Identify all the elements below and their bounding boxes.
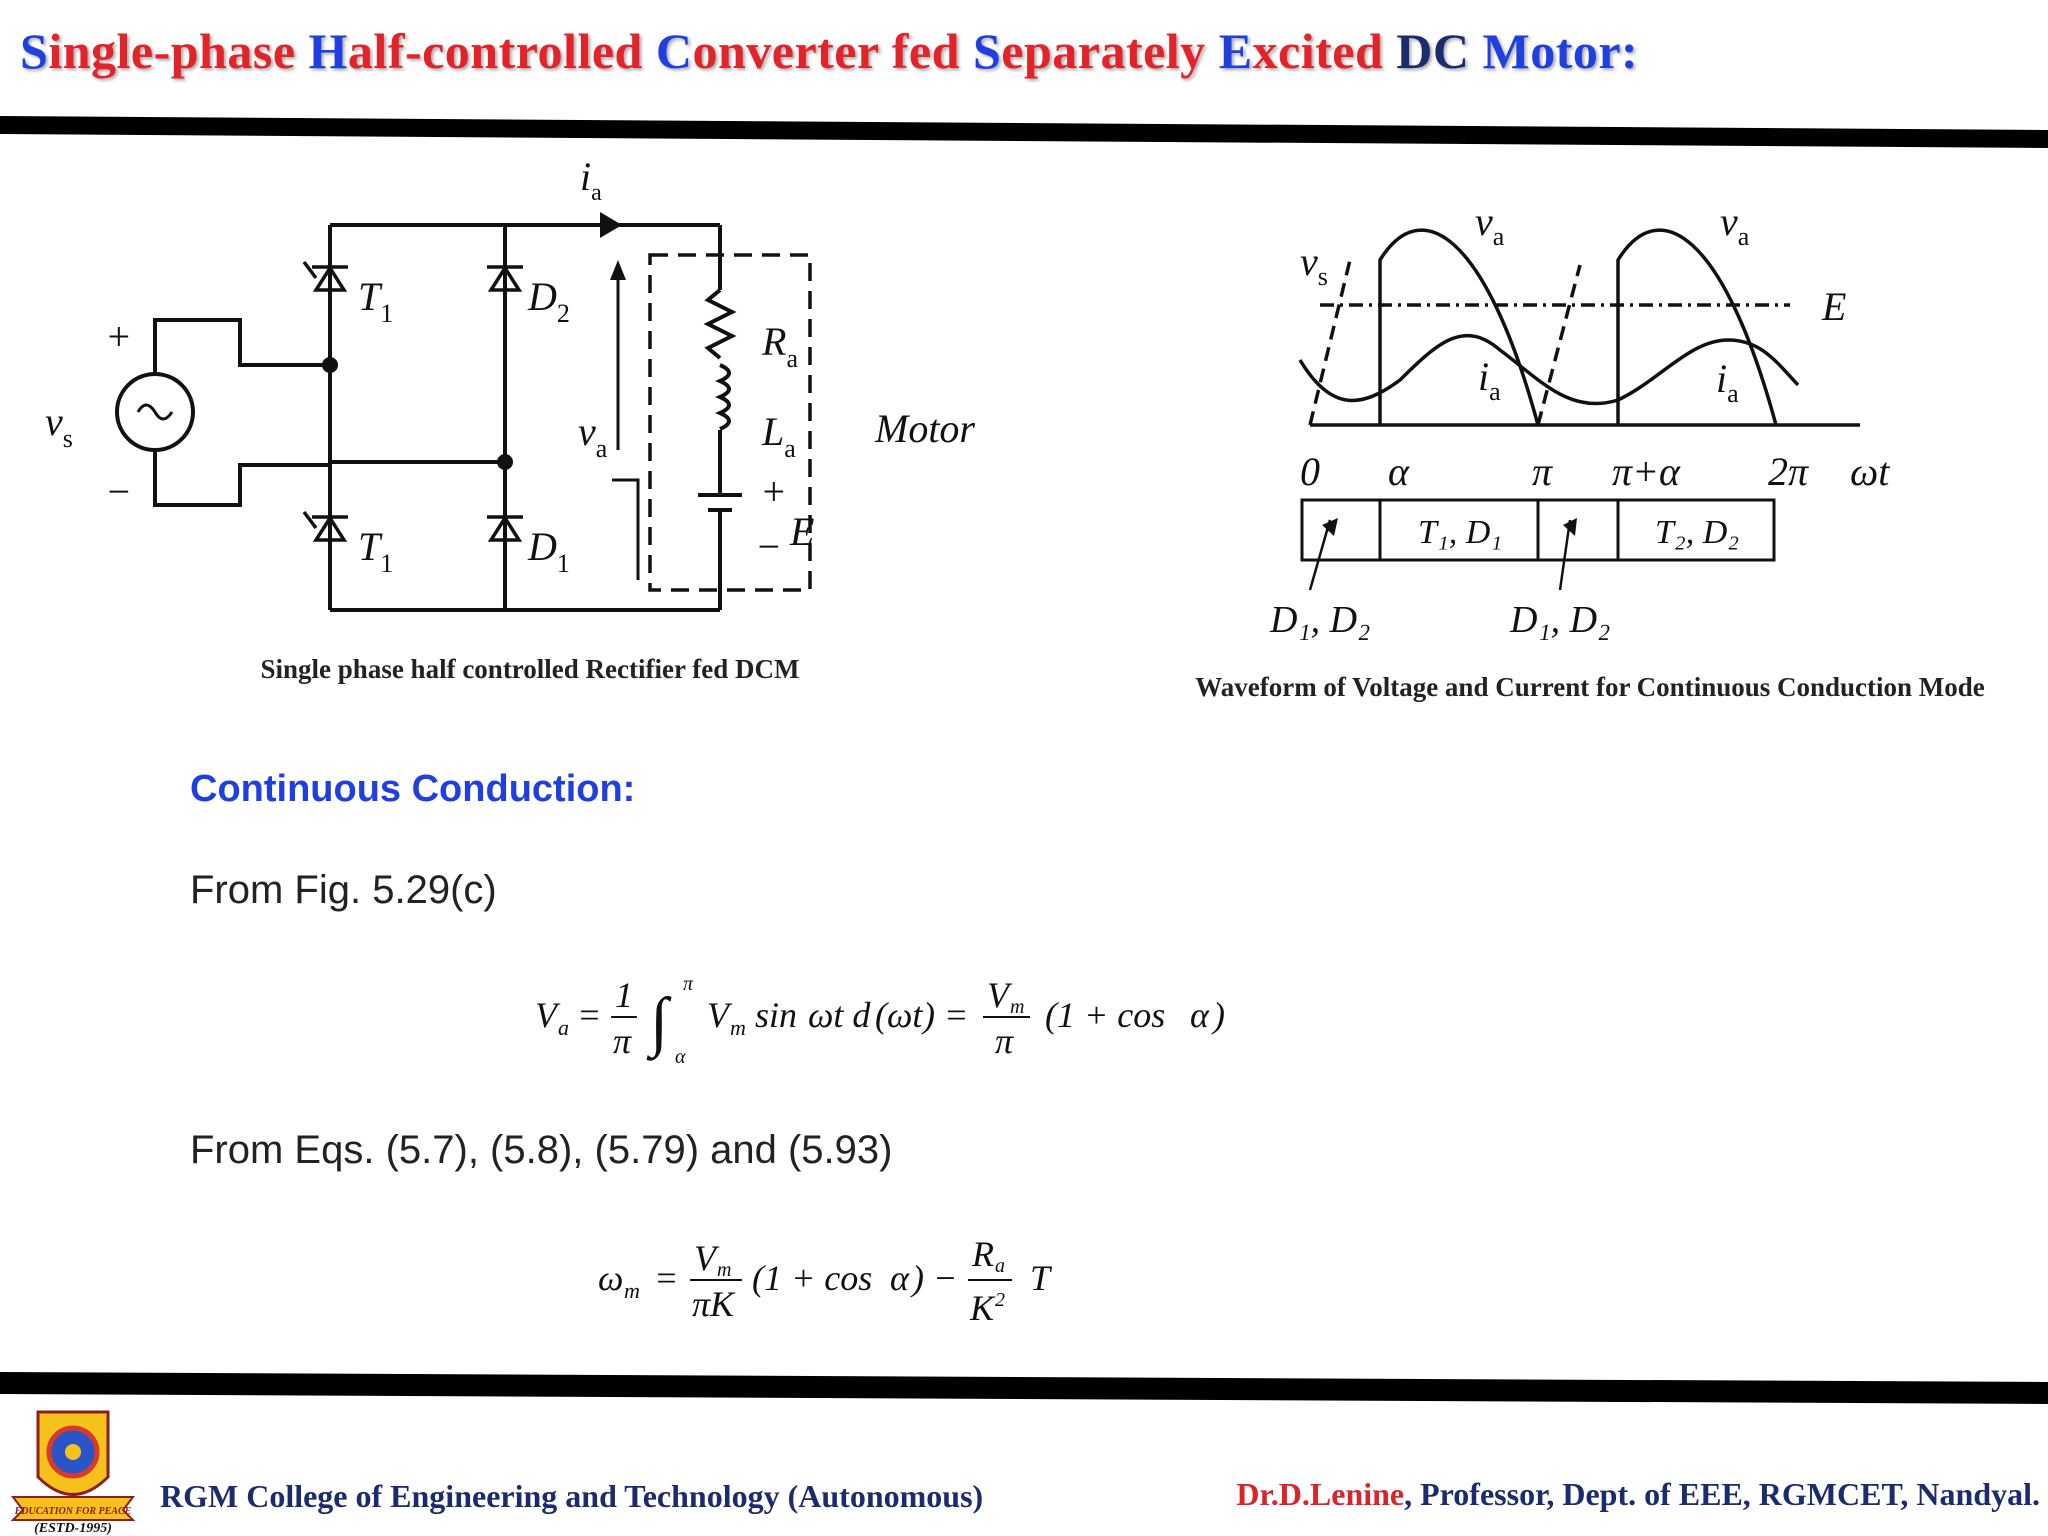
label-E: E [790, 509, 815, 554]
svg-text:K: K [970, 1288, 995, 1328]
title-part: onverter fed [692, 23, 973, 79]
title-part: xcited [1252, 23, 1397, 79]
title-part: otor: [1530, 23, 1639, 79]
top-divider [0, 110, 2048, 150]
svg-text:=: = [577, 995, 602, 1035]
svg-text:V: V [694, 1238, 716, 1278]
svg-text:(1 + cos: (1 + cos [1045, 995, 1166, 1035]
svg-text:π: π [683, 973, 694, 995]
title-part: H [308, 23, 348, 79]
svg-text:m: m [1010, 996, 1025, 1018]
svg-text:πK: πK [692, 1284, 735, 1324]
label-Ra: $R_a$ [762, 319, 798, 373]
waveform-caption: Waveform of Voltage and Current for Continuous Conduction Mode [1195, 672, 1985, 702]
svg-text:2: 2 [995, 1289, 1005, 1311]
from-eqs-text: From Eqs. (5.7), (5.8), (5.79) and (5.93) [190, 1128, 893, 1172]
tick-0: 0 [1300, 449, 1320, 494]
label-D1: $D_1$ [528, 524, 570, 578]
tick-2pi: 2π [1768, 449, 1809, 494]
svg-text:α: α [890, 1258, 909, 1298]
svg-text:1: 1 [615, 975, 633, 1015]
bottom-divider [0, 1368, 2048, 1408]
svg-text:α: α [675, 1046, 686, 1068]
label-va: $v_a$ [578, 409, 608, 463]
author-name: Dr.D.Lenine [1236, 1476, 1405, 1512]
svg-text:m: m [624, 1278, 640, 1303]
wf-label-ia1: $i_a$ [1478, 354, 1501, 406]
svg-text:EDUCATION FOR PEACE: EDUCATION FOR PEACE [14, 1506, 132, 1517]
svg-text:): ) [1213, 995, 1225, 1035]
svg-text:α: α [1190, 995, 1209, 1035]
svg-text:m: m [730, 1015, 746, 1040]
circuit-caption: Single phase half controlled Rectifier fed DCM [260, 654, 800, 684]
circuit-diagram [45, 150, 1050, 620]
title-part: C [655, 23, 693, 79]
label-minus-E: − [755, 524, 782, 569]
section-heading: Continuous Conduction: [190, 768, 636, 810]
equation-wm [590, 1230, 1090, 1340]
svg-text:ω: ω [598, 1258, 624, 1298]
svg-text:V: V [707, 995, 729, 1035]
svg-text:(: ( [875, 995, 887, 1035]
label-D2: $D_2$ [528, 274, 570, 328]
svg-text:(1 + cos: (1 + cos [752, 1258, 873, 1298]
label-T1-bottom: $T_1$ [358, 524, 394, 578]
author-details: , Professor, Dept. of EEE, RGMCET, Nandyal. [1404, 1476, 2040, 1512]
label-ia: $i_a$ [580, 154, 602, 206]
from-fig-text: From Fig. 5.29(c) [190, 868, 497, 912]
tick-alpha: α [1388, 449, 1409, 494]
waveform-diagram [1270, 200, 1930, 660]
page-title [20, 22, 1638, 80]
footer-college: RGM College of Engineering and Technology (Autonomous) [160, 1478, 984, 1514]
title-part: S [972, 23, 1002, 79]
title-part: ingle-phase [48, 23, 309, 79]
tick-wt: ωt [1850, 449, 1890, 494]
seg-label-1: T₁, D₁ [1418, 514, 1503, 551]
svg-text:∫: ∫ [650, 985, 669, 1058]
svg-text:) =: ) = [923, 995, 969, 1035]
svg-text:π: π [613, 1021, 632, 1061]
wf-label-va1: $v_a$ [1475, 199, 1505, 251]
title-part: M [1482, 23, 1531, 79]
title-part: alf-controlled [347, 23, 656, 79]
wf-label-vs: $v_s$ [1300, 239, 1328, 291]
svg-text:sin: sin [755, 995, 798, 1035]
label-plus-src: + [105, 314, 132, 359]
label-La: $L_a$ [762, 409, 796, 463]
label-T1-top: $T_1$ [358, 274, 394, 328]
title-part: DC [1396, 23, 1483, 79]
label-vs: $v_s$ [45, 399, 73, 453]
svg-text:(ESTD-1995): (ESTD-1995) [34, 1521, 112, 1536]
svg-text:V: V [987, 975, 1009, 1015]
equation-va [525, 965, 1245, 1075]
svg-text:=: = [654, 1258, 679, 1298]
label-plus-E: + [760, 469, 787, 514]
diode-label-a: D₁, D₂ [1270, 599, 1371, 641]
title-part: eparately [1001, 23, 1219, 79]
svg-text:ωt: ωt [887, 995, 923, 1035]
seg-label-2: T₂, D₂ [1655, 514, 1740, 551]
college-logo-icon [8, 1402, 138, 1536]
svg-text:m: m [717, 1259, 732, 1281]
svg-text:a: a [995, 1255, 1005, 1277]
diode-label-b: D₁, D₂ [1510, 599, 1611, 641]
title-part: S [20, 23, 49, 79]
wf-label-E: E [1822, 284, 1847, 329]
footer-author [1236, 1476, 2040, 1513]
svg-text:R: R [972, 1234, 994, 1274]
svg-text:) −: ) − [912, 1258, 958, 1298]
label-motor: Motor [875, 406, 975, 451]
svg-text:a: a [558, 1015, 569, 1040]
svg-text:π: π [995, 1021, 1014, 1061]
svg-text:T: T [1030, 1258, 1051, 1298]
tick-pi: π [1532, 449, 1553, 494]
tick-pi-alpha: π+α [1612, 449, 1681, 494]
svg-text:V: V [535, 995, 557, 1035]
wf-label-va2: $v_a$ [1720, 199, 1750, 251]
wf-label-ia2: $i_a$ [1716, 356, 1739, 408]
title-part: E [1218, 23, 1253, 79]
svg-text:ωt d: ωt d [808, 995, 871, 1035]
label-minus-src: − [105, 469, 132, 514]
